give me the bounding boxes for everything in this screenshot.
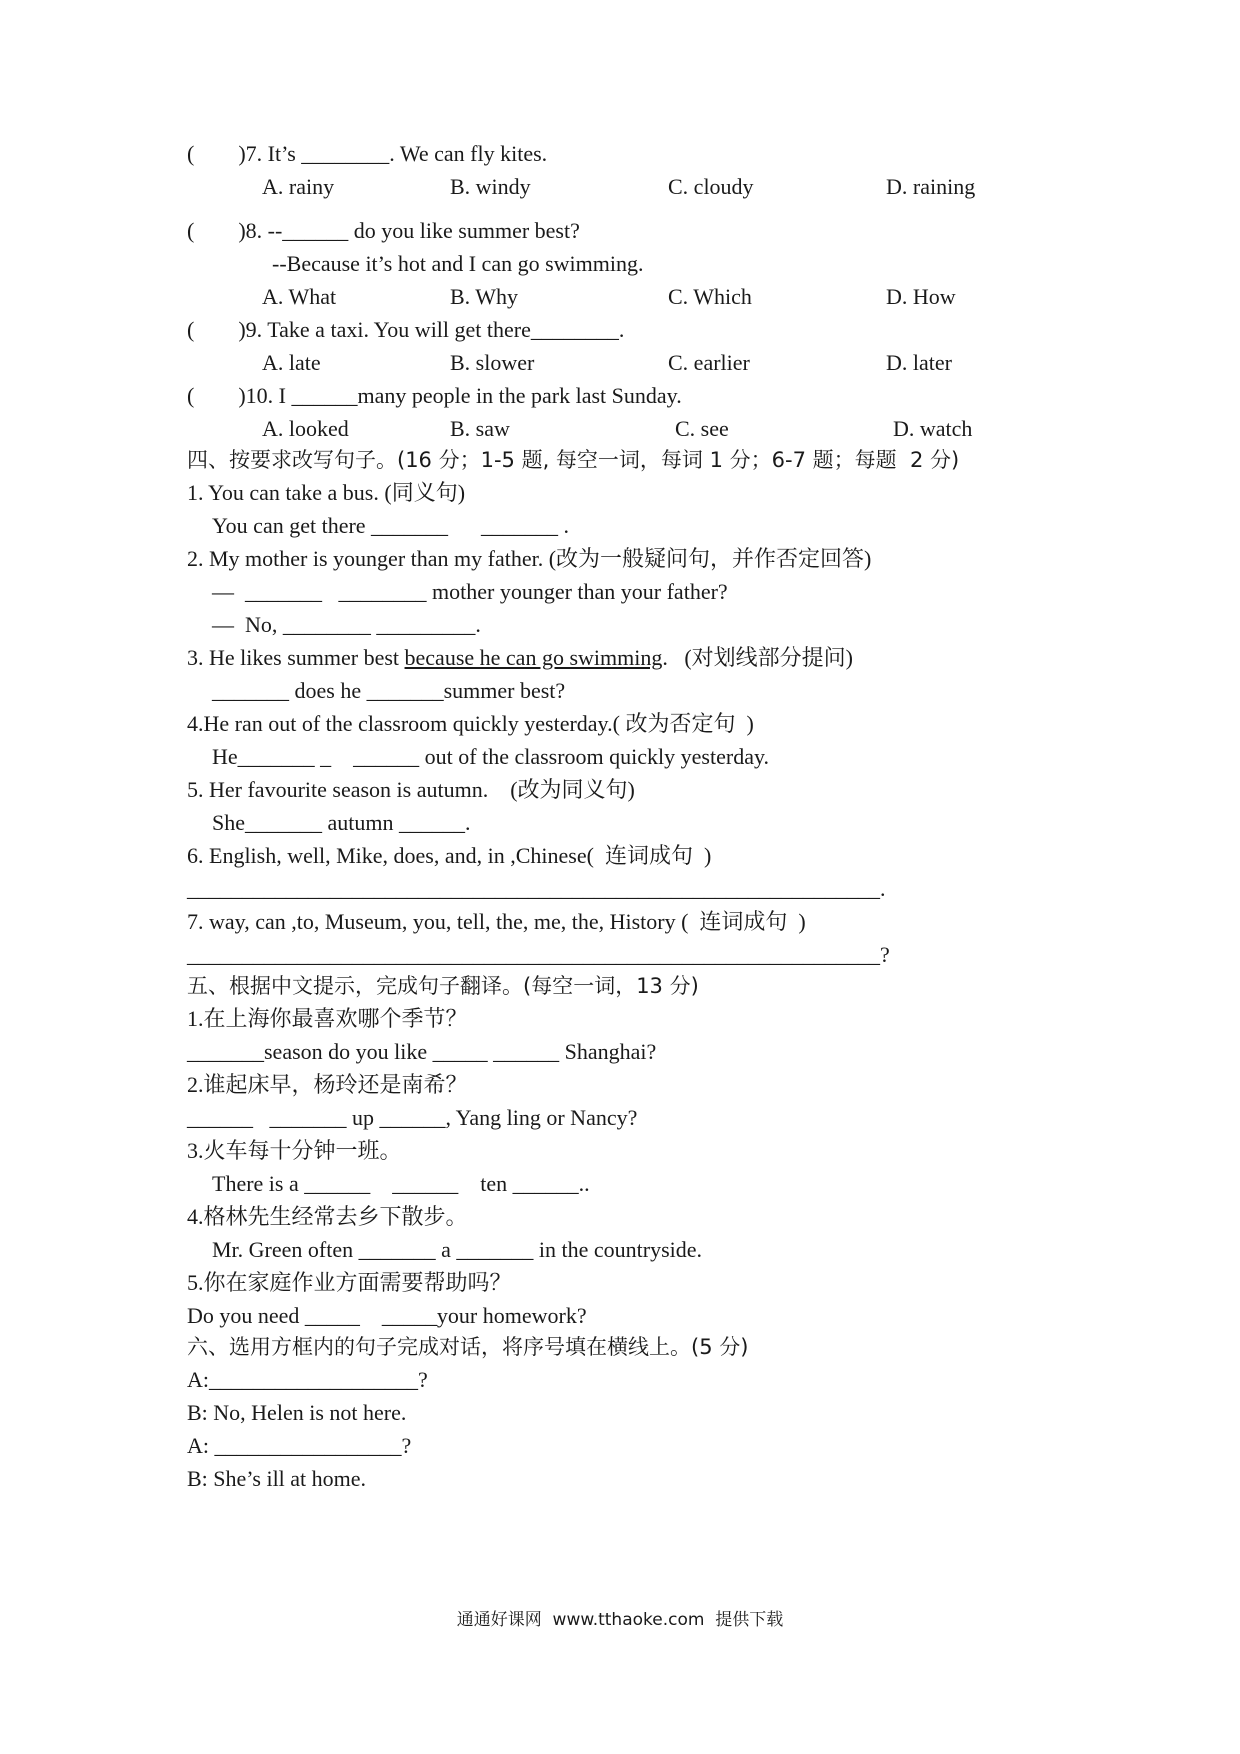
option-c: C. Which [668,284,752,309]
s4-q6-answer: _______________________________________________________________. [187,876,886,901]
s4-q1: 1. You can take a bus. (同义句) [187,480,466,505]
s5-q3-answer: There is a ______ ______ ten ______.. [212,1171,590,1196]
question-10: ( )10. I ______many people in the park last Sunday. [187,383,682,408]
s4-q2: 2. My mother is younger than my father. (改为一般疑问句，并作否定回答) [187,546,872,571]
s5-q2: 2.谁起床早，杨玲还是南希？ [187,1072,468,1097]
option-b: B. windy [450,174,531,199]
s4-q3 [187,644,853,672]
question-9: ( )9. Take a taxi. You will get there________. [187,317,625,342]
s4-q5-answer: She_______ autumn ______. [212,810,471,835]
s4-q6: 6. English, well, Mike, does, and, in ,Chinese( 连词成句 ) [187,843,712,868]
s4-q3-tail: . (对划线部分提问) [662,645,853,670]
dialogue-line-4: B: She’s ill at home. [187,1466,367,1491]
option-b: B. Why [450,284,519,309]
option-a: A. late [262,350,321,375]
s4-q3-lead: 3. He likes summer best [187,645,405,670]
s4-q2-answer-1: — _______ ________ mother younger than your father? [212,579,728,604]
option-d: D. How [886,284,956,309]
s5-q2-answer: ______ _______ up ______, Yang ling or Nancy? [187,1105,638,1130]
s5-q5: 5.你在家庭作业方面需要帮助吗？ [187,1270,512,1295]
s4-q2-answer-2: — No, ________ _________. [212,612,481,637]
dialogue-line-3: A: _________________? [187,1433,412,1458]
s5-q1: 1.在上海你最喜欢哪个季节？ [187,1006,468,1031]
option-a: A. looked [262,416,349,441]
option-c: C. earlier [668,350,750,375]
section-6-title: 六、选用方框内的句子完成对话，将序号填在横线上。(5 分) [187,1335,749,1359]
s5-q4: 4.格林先生经常去乡下散步。 [187,1204,468,1229]
section-5-title: 五、根据中文提示，完成句子翻译。(每空一词，13 分) [187,974,699,998]
s4-q3-answer: _______ does he _______summer best? [212,678,566,703]
section-4-title: 四、按要求改写句子。(16 分；1-5 题, 每空一词，每词 1 分；6-7 题；每题 2 分) [187,448,960,472]
s4-q7-answer: _______________________________________________________________? [187,942,890,967]
option-c: C. cloudy [668,174,754,199]
s4-q7: 7. way, can ,to, Museum, you, tell, the, me, the, History ( 连词成句 ) [187,909,806,934]
s5-q5-answer: Do you need _____ _____your homework? [187,1303,587,1328]
dialogue-line-1: A:___________________? [187,1367,428,1392]
option-a: A. rainy [262,174,335,199]
dialogue-line-2: B: No, Helen is not here. [187,1400,407,1425]
option-d: D. later [886,350,952,375]
option-b: B. saw [450,416,510,441]
page-footer: 通通好课网 www.tthaoke.com 提供下载 [456,1610,784,1630]
s4-q3-underlined: because he can go swimming [404,645,663,670]
s5-q4-answer: Mr. Green often _______ a _______ in the countryside. [212,1237,703,1262]
question-8-answer-line: --Because it’s hot and I can go swimming. [272,251,644,276]
s5-q3: 3.火车每十分钟一班。 [187,1138,402,1163]
s4-q4-answer: He_______ _ ______ out of the classroom quickly yesterday. [212,744,770,769]
s4-q5: 5. Her favourite season is autumn. (改为同义句) [187,777,635,802]
s4-q1-answer: You can get there _______ _______ . [212,513,570,538]
option-a: A. What [262,284,337,309]
option-d: D. raining [886,174,976,199]
option-d: D. watch [893,416,973,441]
s4-q4: 4.He ran out of the classroom quickly yesterday.( 改为否定句 ) [187,711,754,736]
question-8: ( )8. --______ do you like summer best? [187,218,580,243]
question-7: ( )7. It’s ________. We can fly kites. [187,141,548,166]
s5-q1-answer: _______season do you like _____ ______ Shanghai? [187,1039,657,1064]
option-c: C. see [675,416,729,441]
option-b: B. slower [450,350,535,375]
